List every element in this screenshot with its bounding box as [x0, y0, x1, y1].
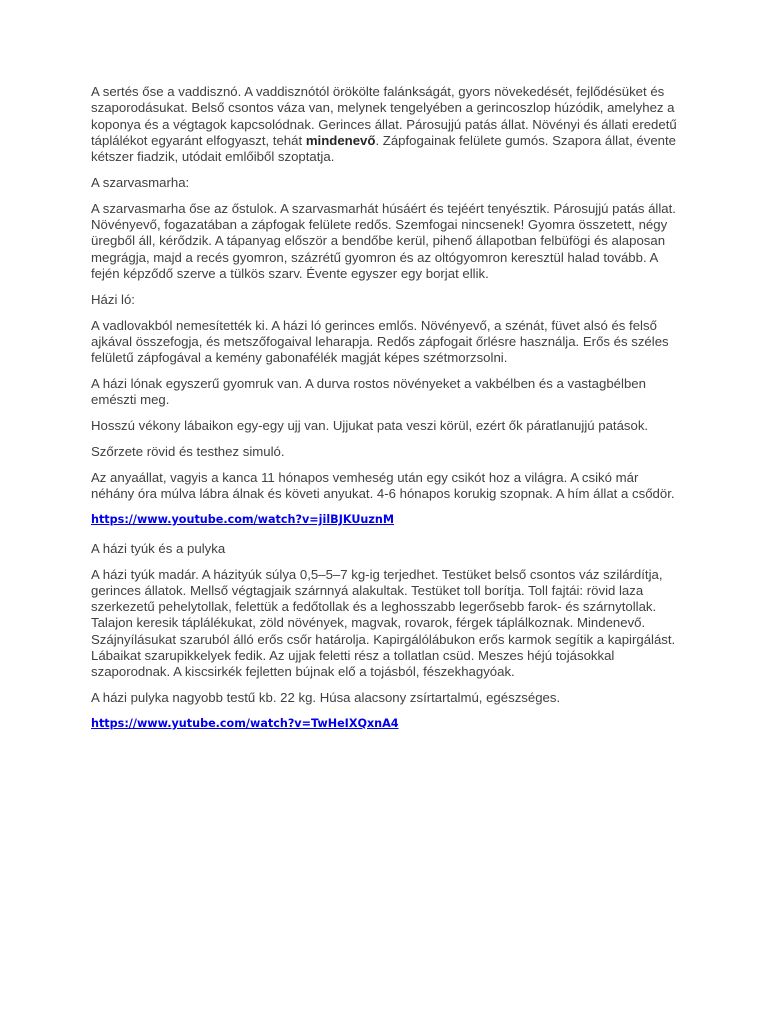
omnivore-bold-term: mindenevő [305, 132, 376, 148]
cattle-heading: A szarvasmarha: [91, 174, 190, 190]
turkey-paragraph: A házi pulyka nagyobb testű kb. 22 kg. Húsa alacsony zsírtartalmú, egészséges. [91, 690, 561, 706]
cattle-paragraph: A szarvasmarha őse az őstulok. A szarvasmarhát húsáért és tejéért tenyésztik. Párosujjú patás állat. Növényevő, fogazatában a zápfogak felülete redős. Szemfogai nincsenek! Gyomra összetett, négy üregből áll, kérődzik. A tápanyag először a bendőbe kerül, pihenő állapotban felbüfögi és alaposan megrágja, majd a recés gyomron, százrétű gyomron és az oltógyomron keresztül halad tovább. A fején képződő szerve a tülkös szarv. Évente egyszer egy borjat ellik. [91, 200, 676, 281]
horse-video-link[interactable]: https://www.youtube.com/watch?v=jilBJKUuznM [91, 512, 394, 526]
horse-paragraph-reproduction: Az anyaállat, vagyis a kanca 11 hónapos vemheség után egy csikót hoz a világra. A csikó már néhány óra múlva lábra álnak és követi anyukat. 4-6 hónapos korukig szopnak. A hím állat a csődör. [91, 469, 675, 501]
horse-heading: Házi ló: [91, 291, 135, 307]
pig-text-end: . Zápfogainak felülete gumós. Szapora állat, évente kétszer fiadzik, utódait emlőiből szoptatja. [91, 132, 677, 165]
document-page [91, 84, 681, 745]
horse-video-link-paragraph [91, 512, 681, 528]
horse-paragraph-digestion: A házi lónak egyszerű gyomruk van. A durva rostos növényeket a vakbélben és a vastagbélben emészti meg. [91, 375, 646, 408]
chicken-paragraph: A házi tyúk madár. A házityúk súlya 0,5–5–7 kg-ig terjedhet. Testüket belső csontos váz szilárdítja, gerinces állatok. Mellső végtagjaik szárnnyá alakultak. Testüket toll borítja. Toll fajtái: rövid laza szerkezetű pehelytollak, felettük a fedőtollak és a leghosszabb legerősebb farok- és szárnytollak. Talajon keresik táplálékukat, zöld növények, magvak, rovarok, férgek táplálkoznak. Mindenevő. Szájnyílásukat szaruból álló erős csőr határolja. Kapirgálólábukon erős karmok segítik a kapirgálást. Lábaikat szarupikkelyek fedik. Az ujjak feletti rész a tollatlan csüd. Meszes héjú tojásokkal szaporodnak. A kiscsirkék fejletten bújnak elő a tojásból, fészekhagyóak. [91, 566, 676, 680]
poultry-video-link[interactable]: https://www.yutube.com/watch?v=TwHeIXQxnA4 [91, 716, 399, 730]
poultry-heading: A házi tyúk és a pulyka [91, 540, 226, 556]
horse-paragraph-coat: Szőrzete rövid és testhez simuló. [91, 443, 285, 459]
pig-paragraph [91, 84, 681, 165]
pig-text-start: A sertés őse a vaddisznó. A vaddisznótól örökölte falánkságát, gyors növekedését, fejlődésüket és szaporodásukat. Belső csontos váza van, melynek tengelyében a gerincoszlop húzódik, amelyhez a koponya és a végtagok kapcsolódnak. Gerinces állat. Párosujjú patás állat. Növényi és állati eredetű táplálékot egyaránt elfogyaszt, tehát [91, 84, 677, 148]
poultry-video-link-paragraph [91, 716, 681, 732]
horse-paragraph-origin: A vadlovakból nemesítették ki. A házi ló gerinces emlős. Növényevő, a szénát, füvet alsó és felső ajkával összefogja, és metszőfogaival leharapja. Redős zápfogait őrlésre használja. Erős és széles felületű zápfogával a kemény gabonafélék magját képes szétmorzsolni. [91, 317, 669, 366]
horse-paragraph-legs: Hosszú vékony lábaikon egy-egy ujj van. Ujjukat pata veszi körül, ezért ők páratlanujjú patások. [91, 418, 649, 434]
